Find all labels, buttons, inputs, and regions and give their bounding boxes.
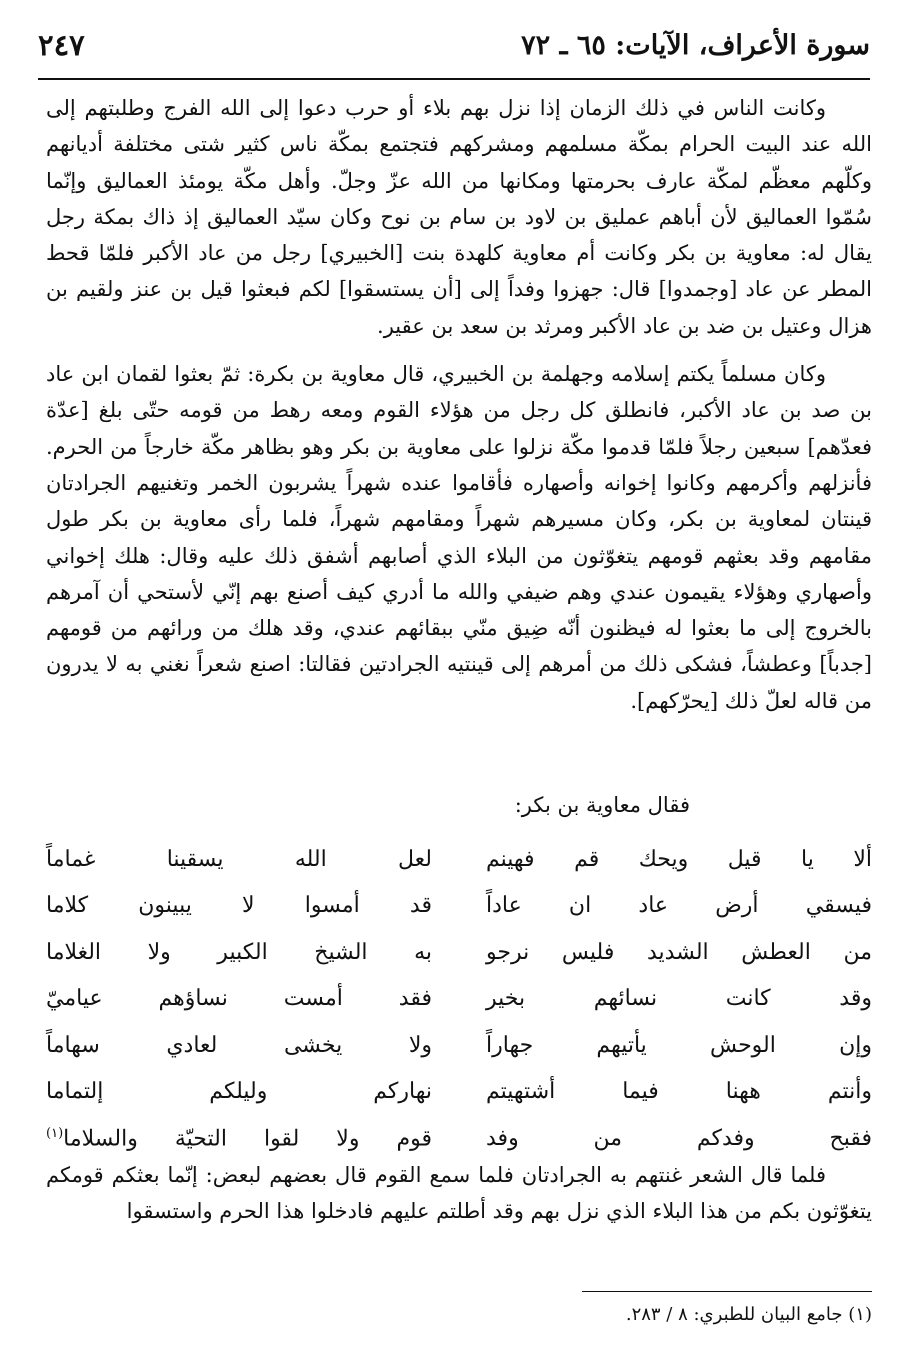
verse-second-hemistich: نهاركم وليلكم إلتماما — [46, 1079, 432, 1105]
verse — [46, 1069, 872, 1116]
page-number: ٢٤٧ — [38, 28, 85, 62]
verse-first-hemistich: وإن الوحش يأتيهم جهاراً — [486, 1032, 872, 1058]
paragraph-3: فلما قال الشعر غنتهم به الجرادتان فلما سمع القوم قال بعضهم لبعض: إنّما بعثكم قومكم يتغوّثون بكم من هذا البلاء الذي نزل بهم وقد أطلتم عليهم فادخلوا هذا الحرم واستسقوا — [46, 1163, 872, 1223]
verse-first-hemistich: ألا يا قيل ويحك قم فهينم — [486, 846, 872, 872]
verse — [46, 836, 872, 883]
running-header — [38, 26, 870, 76]
verse-text: قوم ولا لقوا التحيّة والسلاما — [63, 1125, 432, 1151]
paragraph-2: وكان مسلماً يكتم إسلامه وجهلمة بن الخبيري، قال معاوية بن بكرة: ثمّ بعثوا لقمان ابن عاد بن صد بن عاد الأكبر، فانطلق كل رجل من هؤلاء القوم ومعه رهط من قومه حتّى بلغ [عدّة فعدّهم] سبعين رجلاً فلمّا قدموا مكّة نزلوا على معاوية بن بكر وهو بظاهر مكّة خارجاً من الحرم. فأنزلهم وأكرمهم وكانوا إخوانه وأصهاره فأقاموا عنده شهراً يشربون الخمر وتغنيهم الجرادتان قينتان لمعاوية بن بكر، وكان مسيرهم شهراً ومقامهم شهراً، فلما رأى معاوية بن بكر طول مقامهم وقد بعثهم قومهم يتغوّثون من البلاء الذي أصابهم أشفق ذلك عليه وقال: هلك إخواني وأصهاري وهؤلاء يقيمون عندي وهم ضيفي والله ما أدري كيف أصنع بهم إنّي لأستحي أن آمرهم بالخروج إلى ما بعثوا له فيظنون أنّه ضِيق منّي ببقائهم عندي، وقد هلك من ورائهم من قومهم [جدباً] وعطشاً، فشكى ذلك من أمرهم إلى قينتيه الجرادتين فقالتا: اصنع شعراً نغني به لا يدرون من قاله لعلّ ذلك [يحرّكهم]. — [46, 362, 872, 713]
verse-second-hemistich: قد أمسوا لا يبينون كلاما — [46, 893, 432, 919]
footnote: (١) جامع البيان للطبري: ٨ / ٢٨٣. — [625, 1304, 872, 1325]
verse — [46, 976, 872, 1023]
verse-second-hemistich: فقد أمست نساؤهم عياميّ — [46, 986, 432, 1012]
poem-intro: فقال معاوية بن بكر: — [514, 793, 690, 817]
verse — [46, 1115, 872, 1162]
footnote-marker[interactable]: (١) — [46, 1125, 64, 1141]
verse-first-hemistich: فقبح وفدكم من وفد — [486, 1125, 872, 1151]
verse-second-hemistich: ولا يخشى لعادي سهاماً — [46, 1032, 432, 1058]
verse — [46, 883, 872, 930]
verse-first-hemistich: وأنتم ههنا فيما أشتهيتم — [486, 1079, 872, 1105]
verse — [46, 929, 872, 976]
paragraph-1: وكانت الناس في ذلك الزمان إذا نزل بهم بلاء أو حرب دعوا إلى الله الفرج وطلبتهم إلى الله عند البيت الحرام بمكّة مسلمهم ومشركهم فتجتمع بمكّة ناس كثير شتى مختلفة أديانهم وكلّهم معظّم لمكّة عارف بحرمتها ومكانها من الله عزّ وجلّ. وأهل مكّة يومئذ العماليق وإنّما سُمّوا العماليق لأن أباهم عمليق بن لاود بن سام بن نوح وكان سيّد العماليق إذ ذاك بمكة رجل يقال له: معاوية بن بكر وكانت أم معاوية كلهدة بنت [الخبيري] رجل من عاد الأكبر فلمّا قحط المطر عن عاد [وجمدوا] قال: جهزوا وفداً إلى [أن يستسقوا] لكم فبعثوا قيل بن عنز ولقيم بن هزال وعتيل بن ضد بن عاد الأكبر ومرثد بن سعد بن عقير. — [46, 96, 872, 338]
footnote-rule — [582, 1291, 872, 1292]
main-text — [46, 90, 872, 719]
poem — [46, 836, 872, 1162]
closing-text — [46, 1157, 872, 1229]
verse-second-hemistich: لعل الله يسقينا غماماً — [46, 846, 432, 872]
verse-second-hemistich: به الشيخ الكبير ولا الغلاما — [46, 939, 432, 965]
header-rule — [38, 78, 870, 80]
verse-first-hemistich: فيسقي أرض عاد ان عاداً — [486, 893, 872, 919]
verse-first-hemistich: وقد كانت نسائهم بخير — [486, 986, 872, 1012]
verse — [46, 1022, 872, 1069]
chapter-title: سورة الأعراف، الآيات: ٦٥ ـ ٧٢ — [521, 30, 870, 61]
verse-second-hemistich — [46, 1126, 432, 1151]
verse-first-hemistich: من العطش الشديد فليس نرجو — [486, 939, 872, 965]
